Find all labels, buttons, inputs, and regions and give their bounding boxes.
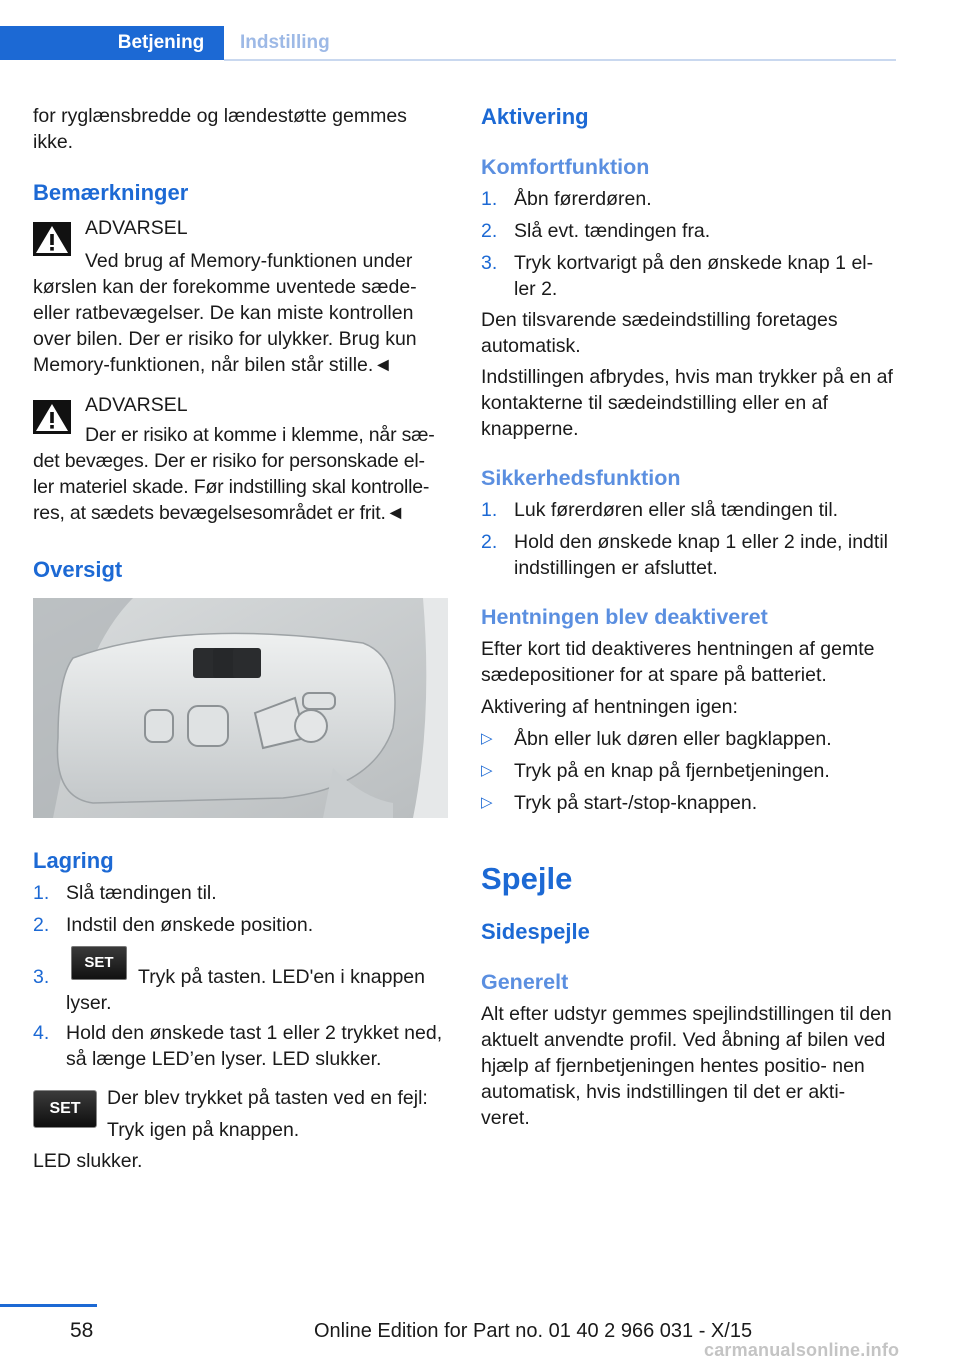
page-number: 58 — [70, 1319, 94, 1342]
list-item: 3. SET Tryk på tasten. LED'en i knappen lyser. — [33, 946, 448, 1016]
comfort-paragraph-2: Indstillingen afbrydes, hvis man trykker på en af kontakterne til sædeindstilling eller en af knapperne. — [481, 366, 893, 440]
mirrors-heading: Spejle — [481, 861, 573, 896]
comfort-heading: Komfortfunktion — [481, 155, 650, 179]
list-item: 2. Indstil den ønskede position. — [33, 914, 314, 936]
list-item: ▷ Åbn eller luk døren eller bagklappen. — [481, 728, 832, 750]
seat-controls-image — [33, 598, 448, 818]
list-item: 2. Slå evt. tændingen fra. — [481, 220, 711, 242]
side-mirrors-heading: Sidespejle — [481, 919, 590, 944]
edition-text: Online Edition for Part no. 01 40 2 966 031 - X/15 — [314, 1320, 753, 1342]
comfort-paragraph-1: Den tilsvarende sædeindstilling foretages automatisk. — [481, 309, 838, 357]
error-note: Der blev trykket på tasten ved en fejl: Tryk igen på knappen. — [107, 1087, 428, 1141]
overview-heading: Oversigt — [33, 557, 123, 582]
deactivated-heading: Hentningen blev deaktiveret — [481, 605, 768, 629]
tab-betjening[interactable]: Betjening — [117, 32, 205, 53]
triangle-bullet-icon: ▷ — [481, 762, 493, 779]
list-item: 1. Luk førerdøren eller slå tændingen til. — [481, 499, 839, 521]
watermark: carmanualsonline.info — [704, 1340, 900, 1360]
list-item: 1. Slå tændingen til. — [33, 882, 217, 904]
general-paragraph: Alt efter udstyr gemmes spejlindstillingen til den aktuelt anvendte profil. Ved åbning af bilen ved hjælp af fjernbetjeningen hentes positio- nen automatisk, hvis indstillingen til det er akti- veret. — [481, 1003, 892, 1129]
tab-indstilling[interactable]: Indstilling — [240, 32, 330, 53]
general-heading: Generelt — [481, 970, 569, 994]
list-item: 2. Hold den ønskede knap 1 eller 2 inde, indtil indstillingen er afsluttet. — [481, 531, 888, 579]
warning1-text: Ved brug af Memory-funktionen under kørslen kan der forekomme uventede sæde- eller ratbevægelser. De kan miste kontrollen over bilen. Der er risiko for ulykker. Brug kun Memory-funktionen, når bilen står stille.◄ — [33, 250, 417, 376]
warning1-label: ADVARSEL — [85, 217, 188, 239]
footer-divider — [0, 1304, 97, 1307]
set-button-icon: SET — [33, 1090, 97, 1128]
warning2-label: ADVARSEL — [85, 394, 188, 416]
triangle-bullet-icon: ▷ — [481, 730, 493, 747]
led-off-text: LED slukker. — [33, 1150, 143, 1172]
list-item: 3. Tryk kortvarigt på den ønskede knap 1 el- ler 2. — [481, 252, 874, 300]
warning2-text: Der er risiko at komme i klemme, når sæ- det bevæges. Der er risiko for personskade el- ler materiel skade. Før indstilling skal kontrolle- res, at sædets bevægelsesområdet er frit.◄ — [33, 424, 435, 524]
list-item: 4. Hold den ønskede tast 1 eller 2 trykket ned, så længe LED’en lyser. LED slukker. — [33, 1022, 443, 1070]
deactivated-paragraph: Efter kort tid deaktiveres hentningen af gemte sædepositioner for at spare på batteriet. — [481, 638, 875, 686]
list-item: 1. Åbn førerdøren. — [481, 188, 652, 210]
intro-paragraph: for ryglænsbredde og lændestøtte gemmes ikke. — [33, 105, 407, 153]
storage-heading: Lagring — [33, 848, 114, 873]
triangle-bullet-icon: ▷ — [481, 794, 493, 811]
notes-heading: Bemærkninger — [33, 180, 189, 205]
activation-heading: Aktivering — [481, 104, 589, 129]
list-item: ▷ Tryk på en knap på fjernbetjeningen. — [481, 760, 830, 782]
reactivation-intro: Aktivering af hentningen igen: — [481, 696, 738, 718]
list-item: ▷ Tryk på start-/stop-knappen. — [481, 792, 758, 814]
header-divider — [224, 59, 896, 61]
set-button-icon: SET — [71, 946, 127, 980]
safety-heading: Sikkerhedsfunktion — [481, 466, 681, 490]
